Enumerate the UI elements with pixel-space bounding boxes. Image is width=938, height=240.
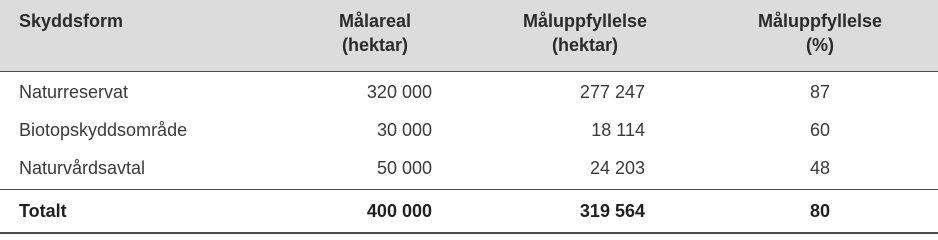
column-header-skyddsform: Skyddsform <box>19 11 124 31</box>
row-1-maluppfyllelse-hektar: 277 247 <box>579 82 645 102</box>
total-label: Totalt <box>19 201 67 221</box>
row-1-maluppfyllelse-procent: 87 <box>809 82 831 102</box>
total-maluppfyllelse-procent: 80 <box>809 201 831 221</box>
row-3-maluppfyllelse-procent: 48 <box>809 158 831 178</box>
bottom-rule <box>0 232 938 234</box>
table-header <box>0 0 938 71</box>
row-3-maluppfyllelse-hektar: 24 203 <box>589 158 645 178</box>
column-header-malareal: Målareal (hektar) <box>338 11 412 55</box>
row-3-malareal: 50 000 <box>376 158 432 178</box>
header-rule <box>0 71 938 72</box>
row-2-malareal: 30 000 <box>376 120 432 140</box>
row-2-skyddsform: Biotopskyddsområde <box>19 120 188 140</box>
row-2-maluppfyllelse-hektar: 18 114 <box>591 120 645 140</box>
column-header-maluppfyllelse-procent: Måluppfyllelse (%) <box>757 11 883 55</box>
column-header-maluppfyllelse-hektar: Måluppfyllelse (hektar) <box>522 11 648 55</box>
row-1-skyddsform: Naturreservat <box>19 82 129 102</box>
row-3-skyddsform: Naturvårdsavtal <box>19 158 146 178</box>
row-2-maluppfyllelse-procent: 60 <box>809 120 831 140</box>
total-malareal: 400 000 <box>366 201 432 221</box>
total-rule <box>0 189 938 190</box>
total-maluppfyllelse-hektar: 319 564 <box>579 201 645 221</box>
row-1-malareal: 320 000 <box>366 82 432 102</box>
